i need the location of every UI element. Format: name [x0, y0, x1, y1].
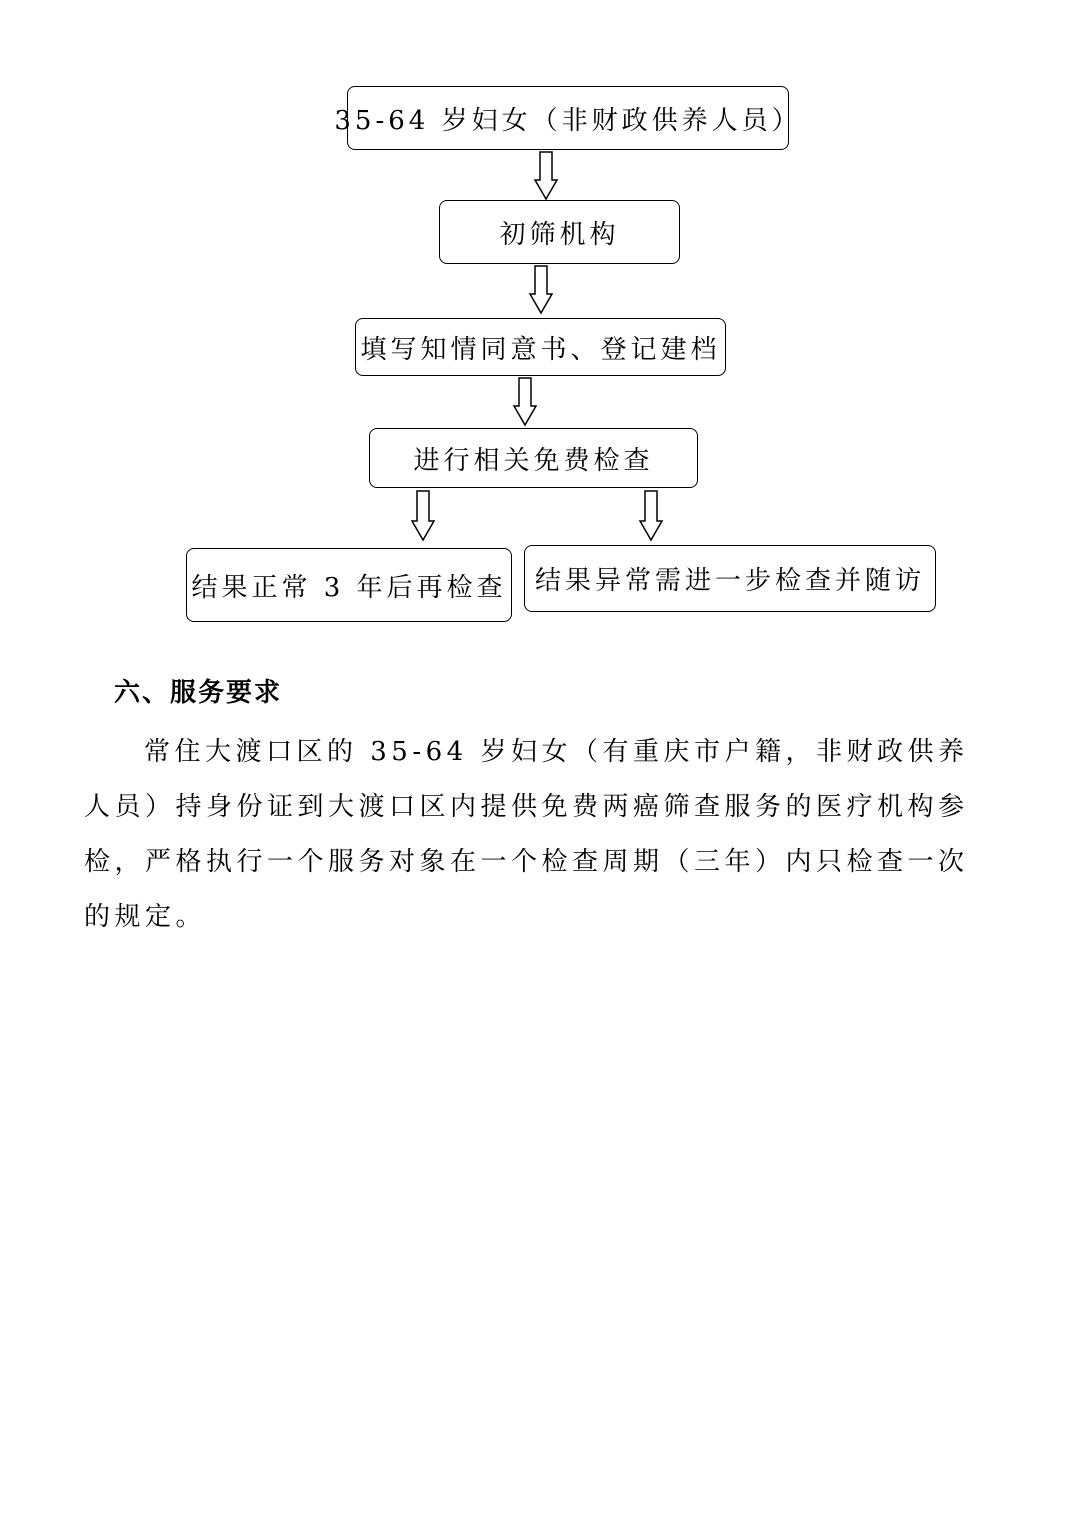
flow-outcome-abnormal [524, 545, 936, 612]
flow-step-label: 进行相关免费检查 [413, 445, 654, 476]
flow-step-label: 填写知情同意书、登记建档 [360, 334, 721, 365]
flow-step-target-population [334, 86, 802, 150]
down-arrow-icon [514, 378, 536, 426]
down-arrow-icon [412, 491, 434, 541]
flow-step-free-examination [369, 428, 698, 488]
flow-outcome-label: 结果正常 3 年后再检查 [191, 572, 507, 603]
flow-step-consent-registration [355, 318, 726, 376]
flow-outcome-label: 结果异常需进一步检查并随访 [534, 566, 925, 596]
section-paragraph: 常住大渡口区的 35-64 岁妇女（有重庆市户籍，非财政供养人员）持身份证到大渡口区内提供免费两癌筛查服务的医疗机构参检，严格执行一个服务对象在一个检查周期（三年）内只检查一次的规定。 [84, 737, 969, 932]
down-arrow-icon [530, 266, 552, 314]
down-arrow-icon [535, 152, 557, 200]
flow-step-label: 初筛机构 [499, 219, 620, 250]
section-heading: 六、服务要求 [114, 678, 283, 708]
flow-outcome-normal [186, 548, 512, 622]
down-arrow-icon [640, 491, 662, 541]
flow-step-screening-institution [439, 200, 680, 264]
flow-step-label: 35-64 岁妇女（非财政供养人员） [334, 105, 802, 136]
